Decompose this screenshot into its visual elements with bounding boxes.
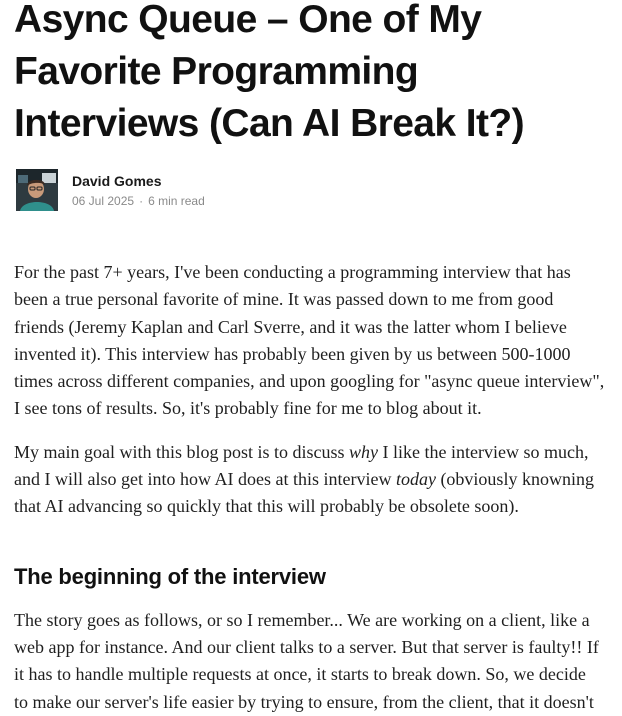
publish-date: 06 Jul 2025	[72, 193, 135, 208]
section-heading: The beginning of the interview	[14, 563, 326, 589]
paragraph-intro	[14, 259, 614, 423]
byline	[14, 168, 614, 212]
emphasis-why: why	[349, 441, 379, 462]
text-line: The story goes as follows, or so I remember... We are working on a client, like a	[14, 609, 590, 630]
text-segment: and I will also get into how AI does at this interview	[14, 469, 396, 490]
author-info	[72, 172, 205, 209]
title-line: Favorite Programming	[14, 50, 419, 93]
text-line: friends (Jeremy Kaplan and Carl Sverre, and it was the latter whom I believe	[14, 316, 567, 337]
text-line	[14, 439, 614, 466]
author-name[interactable]: David Gomes	[72, 172, 162, 189]
text-line	[14, 466, 614, 493]
paragraph-story	[14, 607, 614, 716]
text-segment: (obviously knowning	[435, 469, 594, 490]
text-line: I see tons of results. So, it's probably fine for me to blog about it.	[14, 398, 482, 419]
text-line: invented it). This interview has probably been given by us between 500-1000	[14, 343, 571, 364]
text-line: to make our server's life easier by trying to ensure, from the client, that it doesn't	[14, 691, 594, 712]
text-line: times across different companies, and upon googling for "async queue interview",	[14, 371, 605, 392]
article	[14, 0, 614, 716]
author-avatar[interactable]	[16, 169, 58, 211]
text-segment: My main goal with this blog post is to discuss	[14, 441, 350, 462]
title-line: Interviews (Can AI Break It?)	[14, 102, 524, 145]
text-segment: I like the interview so much,	[378, 441, 589, 462]
emphasis-today: today	[395, 469, 436, 490]
meta-separator: ·	[139, 193, 144, 208]
text-line: web app for instance. And our client talks to a server. But that server is faulty!! If	[14, 636, 599, 657]
text-line: For the past 7+ years, I've been conducting a programming interview that has	[14, 262, 571, 282]
read-time: 6 min read	[148, 193, 205, 208]
title-line: Async Queue – One of My	[14, 0, 482, 41]
article-meta	[72, 193, 205, 209]
text-line: that AI advancing so quickly that this will probably be obsolete soon).	[14, 496, 519, 517]
article-title	[14, 0, 614, 150]
paragraph-goal	[14, 439, 614, 521]
text-line: been a true personal favorite of mine. It was passed down to me from good	[14, 289, 554, 310]
text-line: it has to handle multiple requests at once, it starts to break down. So, we decide	[14, 664, 586, 685]
avatar-photo-icon	[16, 169, 58, 211]
